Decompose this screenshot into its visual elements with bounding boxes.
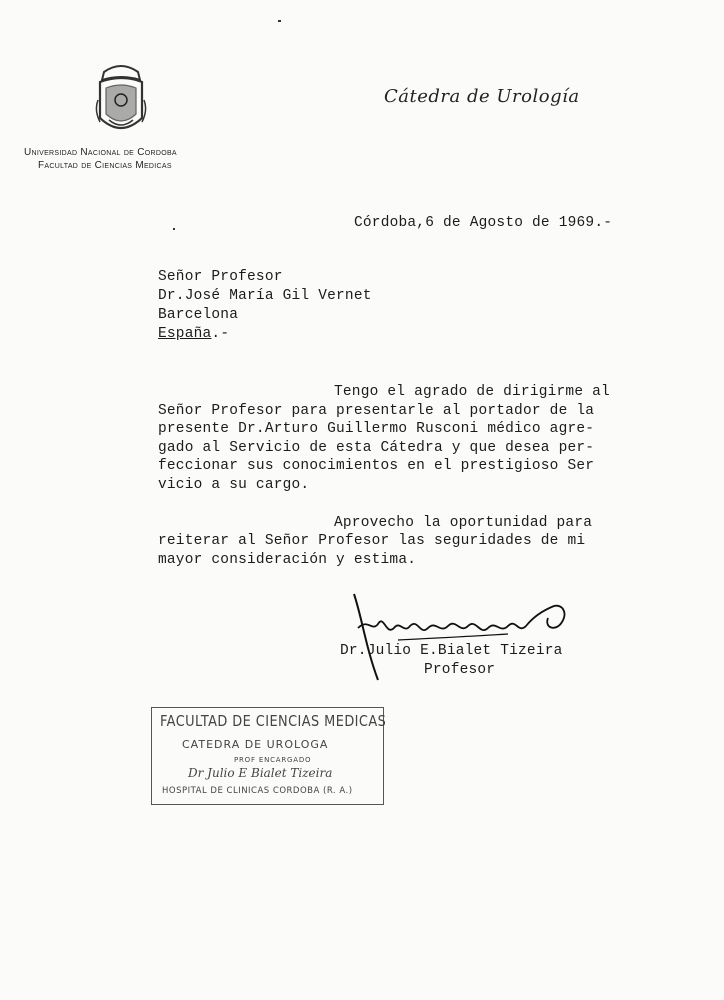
stamp-name: Dr Julio E Bialet Tizeira <box>188 766 333 780</box>
recipient-suffix: .- <box>211 326 230 342</box>
body-line: Aprovecho la oportunidad para <box>334 514 593 531</box>
body-line: feccionar sus conocimientos en el prestigioso Ser <box>158 458 595 475</box>
recipient-line: Dr.José María Gil Vernet <box>158 288 372 304</box>
paragraph-introduction <box>158 383 644 495</box>
body-line: mayor consideración y estima. <box>158 551 417 568</box>
body-line: vicio a su cargo. <box>158 476 310 493</box>
recipient-country: España <box>158 326 212 342</box>
recipient-line: Barcelona <box>158 307 239 323</box>
letter-body <box>158 383 644 569</box>
university-name: Universidad Nacional de Cordoba <box>24 147 177 158</box>
department-stamp <box>151 707 387 805</box>
signature-block <box>340 642 563 680</box>
faculty-name: Facultad de Ciencias Medicas <box>38 160 172 171</box>
signer-name: Dr.Julio E.Bialet Tizeira <box>340 643 563 659</box>
university-heading <box>24 146 177 172</box>
body-line: reiterar al Señor Profesor las seguridades de mi <box>158 533 586 550</box>
recipient-address <box>158 268 372 344</box>
department-heading: Cátedra de Urología <box>384 86 580 107</box>
stamp-department: CATEDRA DE UROLOGA <box>182 738 329 751</box>
paper-speck <box>173 228 175 230</box>
signer-title: Profesor <box>424 662 496 678</box>
stamp-hospital: HOSPITAL DE CLINICAS CORDOBA (R. A.) <box>162 786 353 796</box>
stamp-role: PROF ENCARGADO <box>234 756 312 764</box>
letter-date: Córdoba,6 de Agosto de 1969.- <box>354 215 613 231</box>
body-line: Tengo el agrado de dirigirme al <box>334 384 610 400</box>
body-line: Señor Profesor para presentarle al portador de la <box>158 402 595 419</box>
stamp-faculty: FACULTAD DE CIENCIAS MEDICAS <box>160 712 387 730</box>
recipient-line: Señor Profesor <box>158 269 283 285</box>
body-line: presente Dr.Arturo Guillermo Rusconi médico agre- <box>158 421 595 438</box>
paragraph-closing <box>158 514 644 570</box>
paper-speck <box>278 20 281 22</box>
university-seal-icon <box>94 60 148 140</box>
recipient-line <box>158 325 372 344</box>
body-line: gado al Servicio de esta Cátedra y que desea per- <box>158 439 595 456</box>
